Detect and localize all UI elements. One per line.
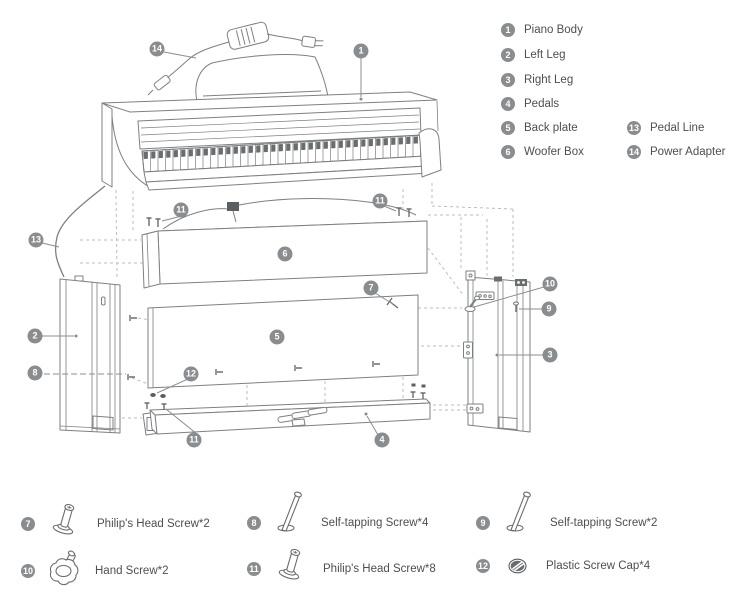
callout-pedals: 4 <box>375 433 390 448</box>
music-rest-drawing <box>196 55 328 101</box>
hardware-item-7 <box>21 511 210 537</box>
legend-num-5: 5 <box>501 121 515 135</box>
legend-label-power-adapter: Power Adapter <box>650 146 726 158</box>
pedal-bar-drawing <box>143 384 430 436</box>
philips-head-screw-icon <box>49 497 83 537</box>
callout-screw-11-woofer-left: 11 <box>174 203 189 218</box>
legend-num-3: 3 <box>501 73 515 87</box>
legend-num-4: 4 <box>501 97 515 111</box>
hardware-item-12 <box>476 556 650 576</box>
piano-body-drawing <box>102 55 441 190</box>
legend-item-piano-body <box>501 23 583 37</box>
legend-item-pedals <box>501 97 559 111</box>
callout-right-leg: 3 <box>543 348 558 363</box>
hardware-item-9 <box>476 511 657 535</box>
hardware-label-10: Hand Screw*2 <box>95 565 169 577</box>
legend-label-woofer-box: Woofer Box <box>524 146 584 158</box>
legend-num-1: 1 <box>501 23 515 37</box>
legend-label-right-leg: Right Leg <box>524 74 574 86</box>
legend-item-left-leg <box>501 48 566 62</box>
hardware-label-12: Plastic Screw Cap*4 <box>546 560 651 572</box>
hardware-item-10 <box>21 556 169 586</box>
legend-item-pedal-line <box>627 121 704 135</box>
hand-screw-icon <box>45 544 85 586</box>
hardware-num-7: 7 <box>21 517 35 531</box>
callout-back-plate: 5 <box>270 330 285 345</box>
hardware-num-9: 9 <box>476 516 490 530</box>
power-plug-drawing <box>302 36 324 49</box>
plastic-screw-cap-icon <box>506 556 530 576</box>
legend-num-6: 6 <box>501 145 515 159</box>
legend-num-2: 2 <box>501 48 515 62</box>
legend-item-woofer-box <box>501 145 584 159</box>
callout-power-adapter: 14 <box>150 42 165 57</box>
callout-screw-11-woofer-right: 11 <box>373 194 388 209</box>
legend-label-pedal-line: Pedal Line <box>650 122 705 134</box>
callout-piano-body: 1 <box>354 44 369 59</box>
legend-num-14: 14 <box>627 145 641 159</box>
hardware-label-8: Self-tapping Screw*4 <box>321 517 429 529</box>
callout-screw-8: 8 <box>28 366 43 381</box>
callout-woofer-box: 6 <box>278 247 293 262</box>
callout-hand-screw-10: 10 <box>543 277 558 292</box>
hardware-item-11 <box>247 556 436 582</box>
philips-head-screw-icon <box>275 542 309 582</box>
hardware-label-9: Self-tapping Screw*2 <box>550 517 658 529</box>
dc-connector-drawing <box>153 75 171 91</box>
hardware-item-8 <box>247 511 428 535</box>
left-leg-drawing <box>60 276 120 433</box>
callout-pedal-line: 13 <box>29 233 44 248</box>
legend-label-piano-body: Piano Body <box>524 24 583 36</box>
hardware-num-11: 11 <box>247 562 261 576</box>
legend-label-back-plate: Back plate <box>524 122 578 134</box>
self-tapping-screw-icon <box>274 489 308 535</box>
callout-left-leg: 2 <box>28 329 43 344</box>
callout-screw-9: 9 <box>542 302 557 317</box>
legend-label-left-leg: Left Leg <box>524 49 566 61</box>
hardware-num-10: 10 <box>21 564 35 578</box>
legend-item-back-plate <box>501 121 578 135</box>
callout-screw-11-pedal: 11 <box>187 433 202 448</box>
legend-label-pedals: Pedals <box>524 98 560 110</box>
legend-num-13: 13 <box>627 121 641 135</box>
self-tapping-screw-icon <box>503 489 537 535</box>
hardware-num-8: 8 <box>247 516 261 530</box>
hardware-label-7: Philip's Head Screw*2 <box>97 518 210 530</box>
hardware-label-11: Philip's Head Screw*8 <box>323 563 436 575</box>
legend-item-power-adapter <box>627 145 725 159</box>
callout-screw-7: 7 <box>364 281 379 296</box>
callout-screw-cap-12: 12 <box>184 367 199 382</box>
legend-item-right-leg <box>501 73 573 87</box>
hardware-num-12: 12 <box>476 559 490 573</box>
right-leg-drawing <box>464 271 531 432</box>
